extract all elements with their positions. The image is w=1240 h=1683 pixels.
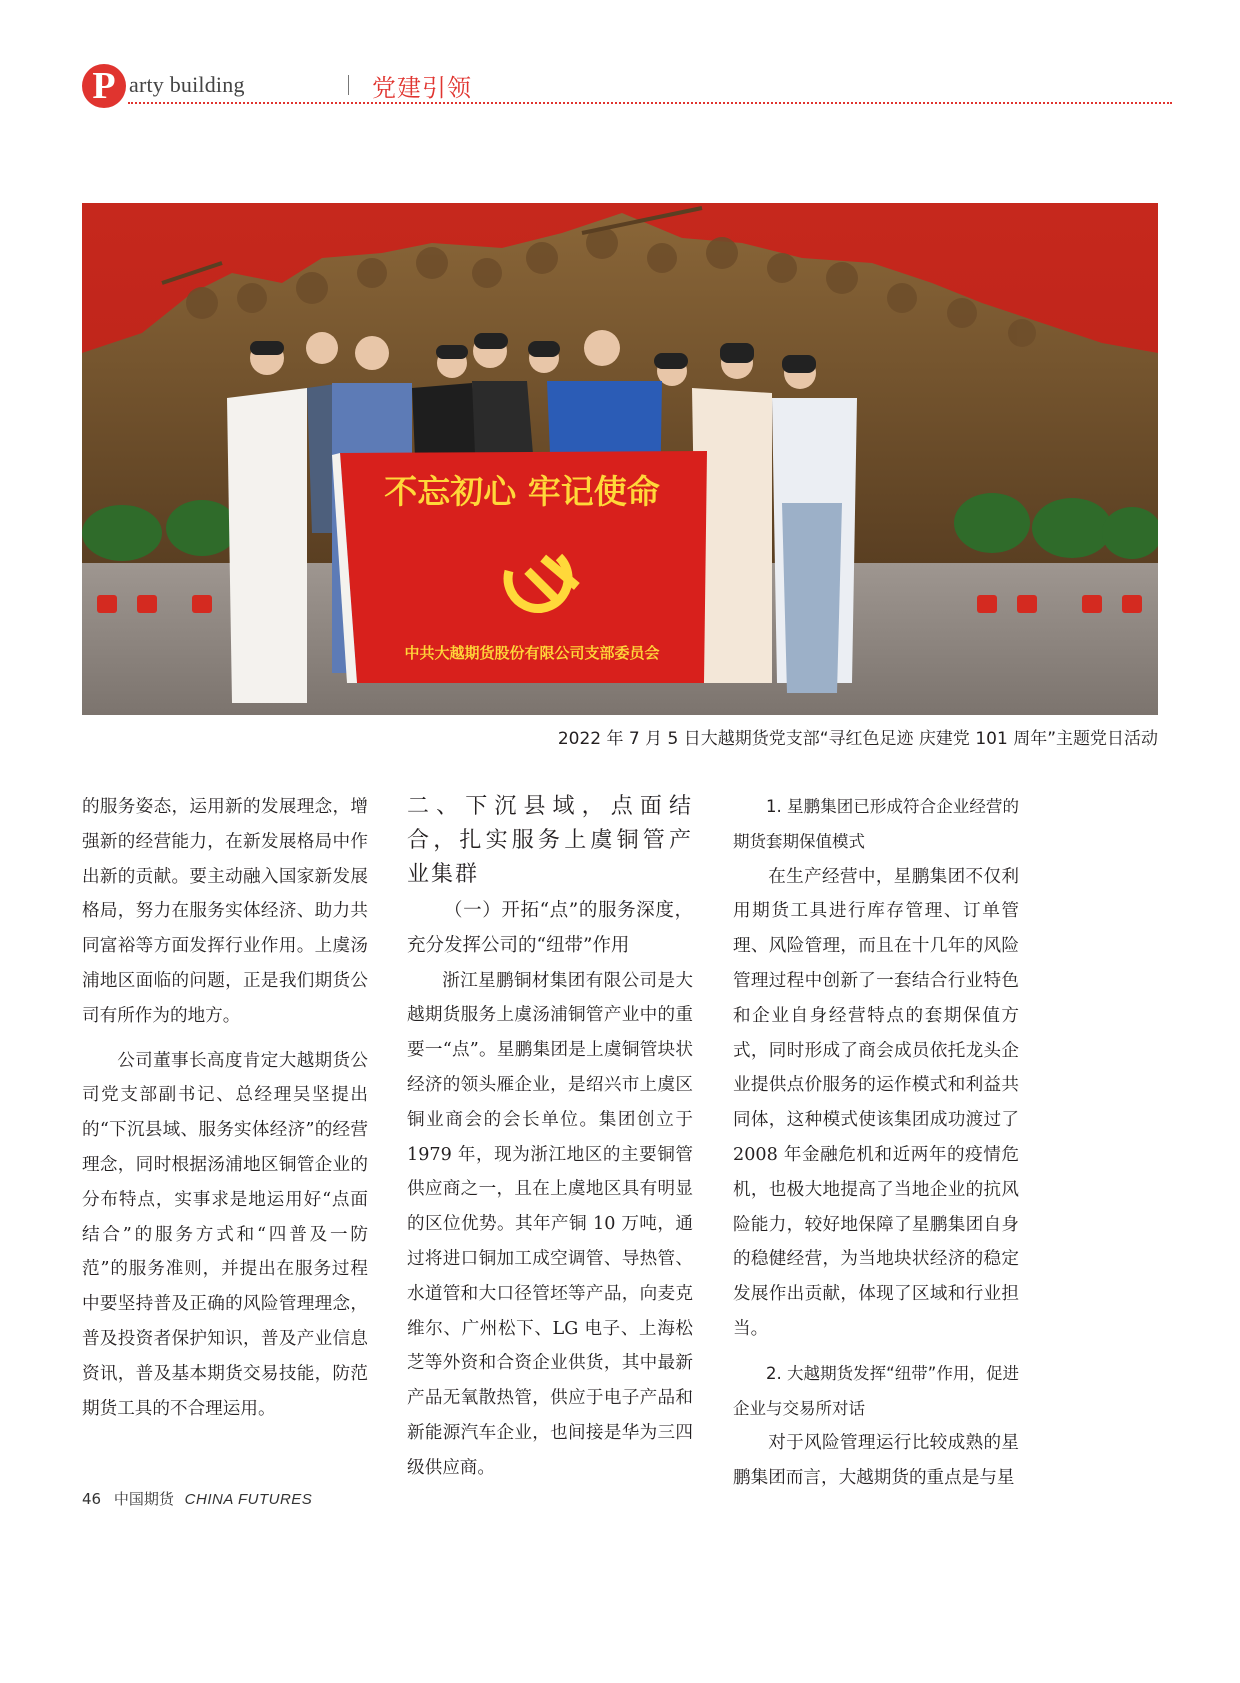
flag-slogan: 不忘初心 牢记使命: [384, 472, 660, 511]
party-flag: [332, 451, 707, 683]
text-column-2: [407, 790, 693, 1486]
page-number: 46: [82, 1490, 102, 1508]
group-photo: [82, 203, 1158, 715]
magazine-name-cn: 中国期货: [113, 1490, 174, 1508]
section-title-cn: 党建引领: [372, 74, 472, 102]
numbered-heading: 1. 星鹏集团已形成符合企业经营的期货套期保值模式: [733, 797, 1019, 851]
paragraph: 公司董事长高度肯定大越期货公司党支部副书记、总经理吴坚提出的“下沉县域、服务实体经济”的经营理念，同时根据汤浦地区铜管企业的分布特点，实事求是地运用好“点面结合”的服务方式和“四普及一防范”的服务准则，并提出在服务过程中要坚持普及正确的风险管理理念，普及投资者保护知识，普及产业信息资讯，普及基本期货交易技能，防范期货工具的不合理运用。: [82, 1050, 368, 1419]
subsection-heading: （一）开拓“点”的服务深度，充分发挥公司的“纽带”作用: [407, 900, 693, 956]
photo-caption: 2022 年 7 月 5 日大越期货党支部“寻红色足迹 庆建党 101 周年”主题党日活动: [557, 729, 1158, 749]
page-header: [82, 60, 1172, 110]
group-photo-illustration: [82, 203, 1158, 715]
section-title-en: arty building: [129, 72, 245, 97]
paragraph: 在生产经营中，星鹏集团不仅利用期货工具进行库存管理、订单管理、风险管理，而且在十几年的风险管理过程中创新了一套结合行业特色和企业自身经营特点的套期保值方式，同时形成了商会成员依托龙头企业提供点价服务的运作模式和利益共同体，这种模式使该集团成功渡过了 2008 年金融危机和近两年的疫情危机，也极大地提高了当地企业的抗风险能力，较好地保障了星鹏集团自身的稳健经营，为当地块状经济的稳定发展作出贡献，体现了区域和行业担当。: [733, 866, 1019, 1339]
paragraph: 浙江星鹏铜材集团有限公司是大越期货服务上虞汤浦铜管产业中的重要一“点”。星鹏集团是上虞铜管块状经济的领头雁企业，是绍兴市上虞区铜业商会的会长单位。集团创立于 1979 年，现为浙江地区的主要铜管供应商之一，且在上虞地区具有明显的区位优势。其年产铜 10 万吨，通过将进口铜加工成空调管、导热管、水道管和大口径管坯等产品，向麦克维尔、广州松下、LG 电子、上海松芝等外资和合资企业供货，其中最新产品无氧散热管，供应于电子产品和新能源汽车企业，也间接是华为三四级供应商。: [407, 970, 693, 1478]
numbered-heading: 2. 大越期货发挥“纽带”作用，促进企业与交易所对话: [733, 1363, 1019, 1418]
text-column-1: [82, 790, 368, 1426]
paragraph: 的服务姿态，运用新的发展理念，增强新的经营能力，在新发展格局中作出新的贡献。要主动融入国家新发展格局，努力在服务实体经济、助力共同富裕等方面发挥行业作用。上虞汤浦地区面临的问题，正是我们期货公司有所作为的地方。: [82, 797, 368, 1026]
page-footer: [82, 1488, 312, 1509]
text-column-3: [733, 790, 1019, 1496]
magazine-name-en: CHINA FUTURES: [184, 1491, 313, 1508]
flag-organization: 中共大越期货股份有限公司支部委员会: [404, 644, 660, 662]
section-heading: 二、下沉县域，点面结合，扎实服务上虞铜管产业集群: [407, 794, 693, 887]
section-badge: P: [82, 64, 126, 108]
paragraph: 对于风险管理运行比较成熟的星鹏集团而言，大越期货的重点是与星: [733, 1433, 1019, 1489]
header-divider: [348, 75, 349, 95]
header-dotted-rule: [128, 102, 1172, 104]
